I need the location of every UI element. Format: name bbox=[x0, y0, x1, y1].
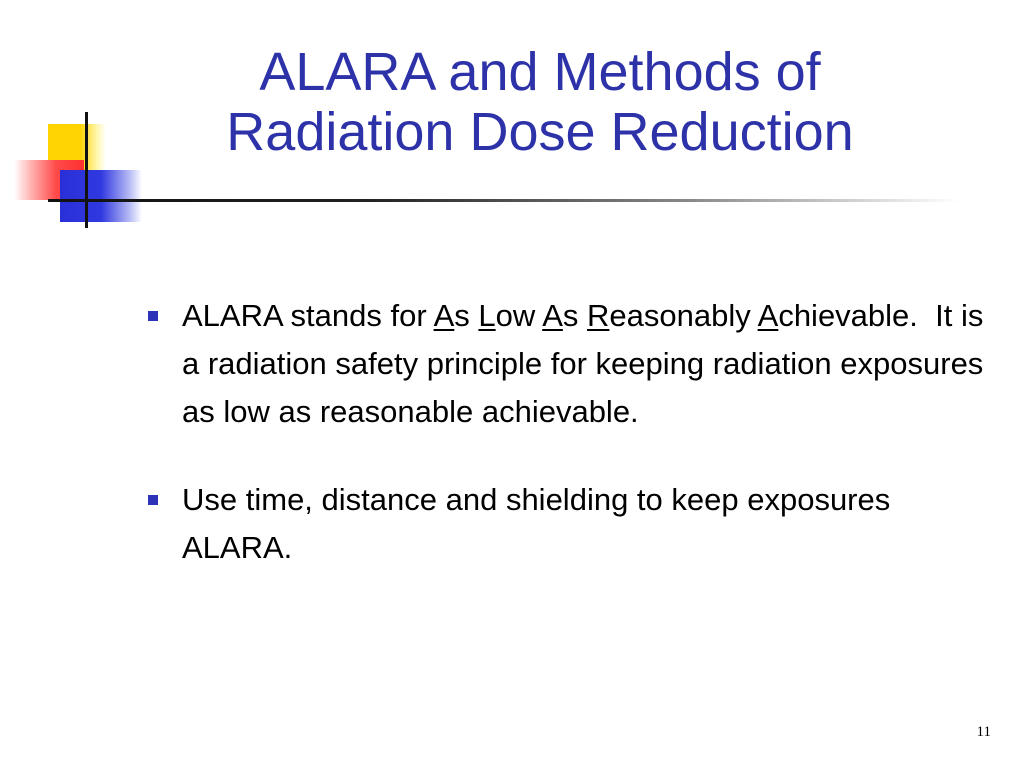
logo-vertical-line bbox=[85, 112, 88, 228]
acronym-letter: A bbox=[542, 298, 563, 333]
bullet-item-alara-definition bbox=[145, 292, 992, 436]
acronym-letter: A bbox=[433, 298, 455, 333]
slide-title-line-2: Radiation Dose Reduction bbox=[226, 102, 854, 162]
title-underline-rule bbox=[48, 199, 960, 202]
logo-blue-block bbox=[60, 170, 142, 222]
acronym-word-rest: ow bbox=[495, 298, 543, 333]
acronym-word-rest: chievable. bbox=[778, 298, 918, 333]
slide-title bbox=[150, 42, 930, 162]
bullet-text: Use time, distance and shielding to keep exposures ALARA. bbox=[182, 482, 891, 565]
acronym-letter: R bbox=[587, 298, 610, 333]
bullet-square-icon bbox=[148, 311, 158, 321]
bullet-list bbox=[145, 292, 992, 572]
bullet-square-icon bbox=[148, 495, 158, 505]
acronym-letter: L bbox=[478, 298, 496, 333]
page-number: 11 bbox=[976, 724, 991, 740]
acronym-letter: A bbox=[757, 298, 779, 333]
slide-title-line-1: ALARA and Methods of bbox=[259, 42, 821, 102]
bullet-item-time-distance-shielding bbox=[145, 476, 985, 572]
bullet-lead-text: ALARA stands for bbox=[182, 298, 434, 333]
acronym-word-rest: easonably bbox=[609, 298, 758, 333]
bullet-tail-text: It is a radiation safety principle for keeping radiation exposures as low as reasonable achievable. bbox=[182, 298, 992, 429]
acronym-word-rest: s bbox=[562, 298, 587, 333]
acronym-word-rest: s bbox=[454, 298, 479, 333]
